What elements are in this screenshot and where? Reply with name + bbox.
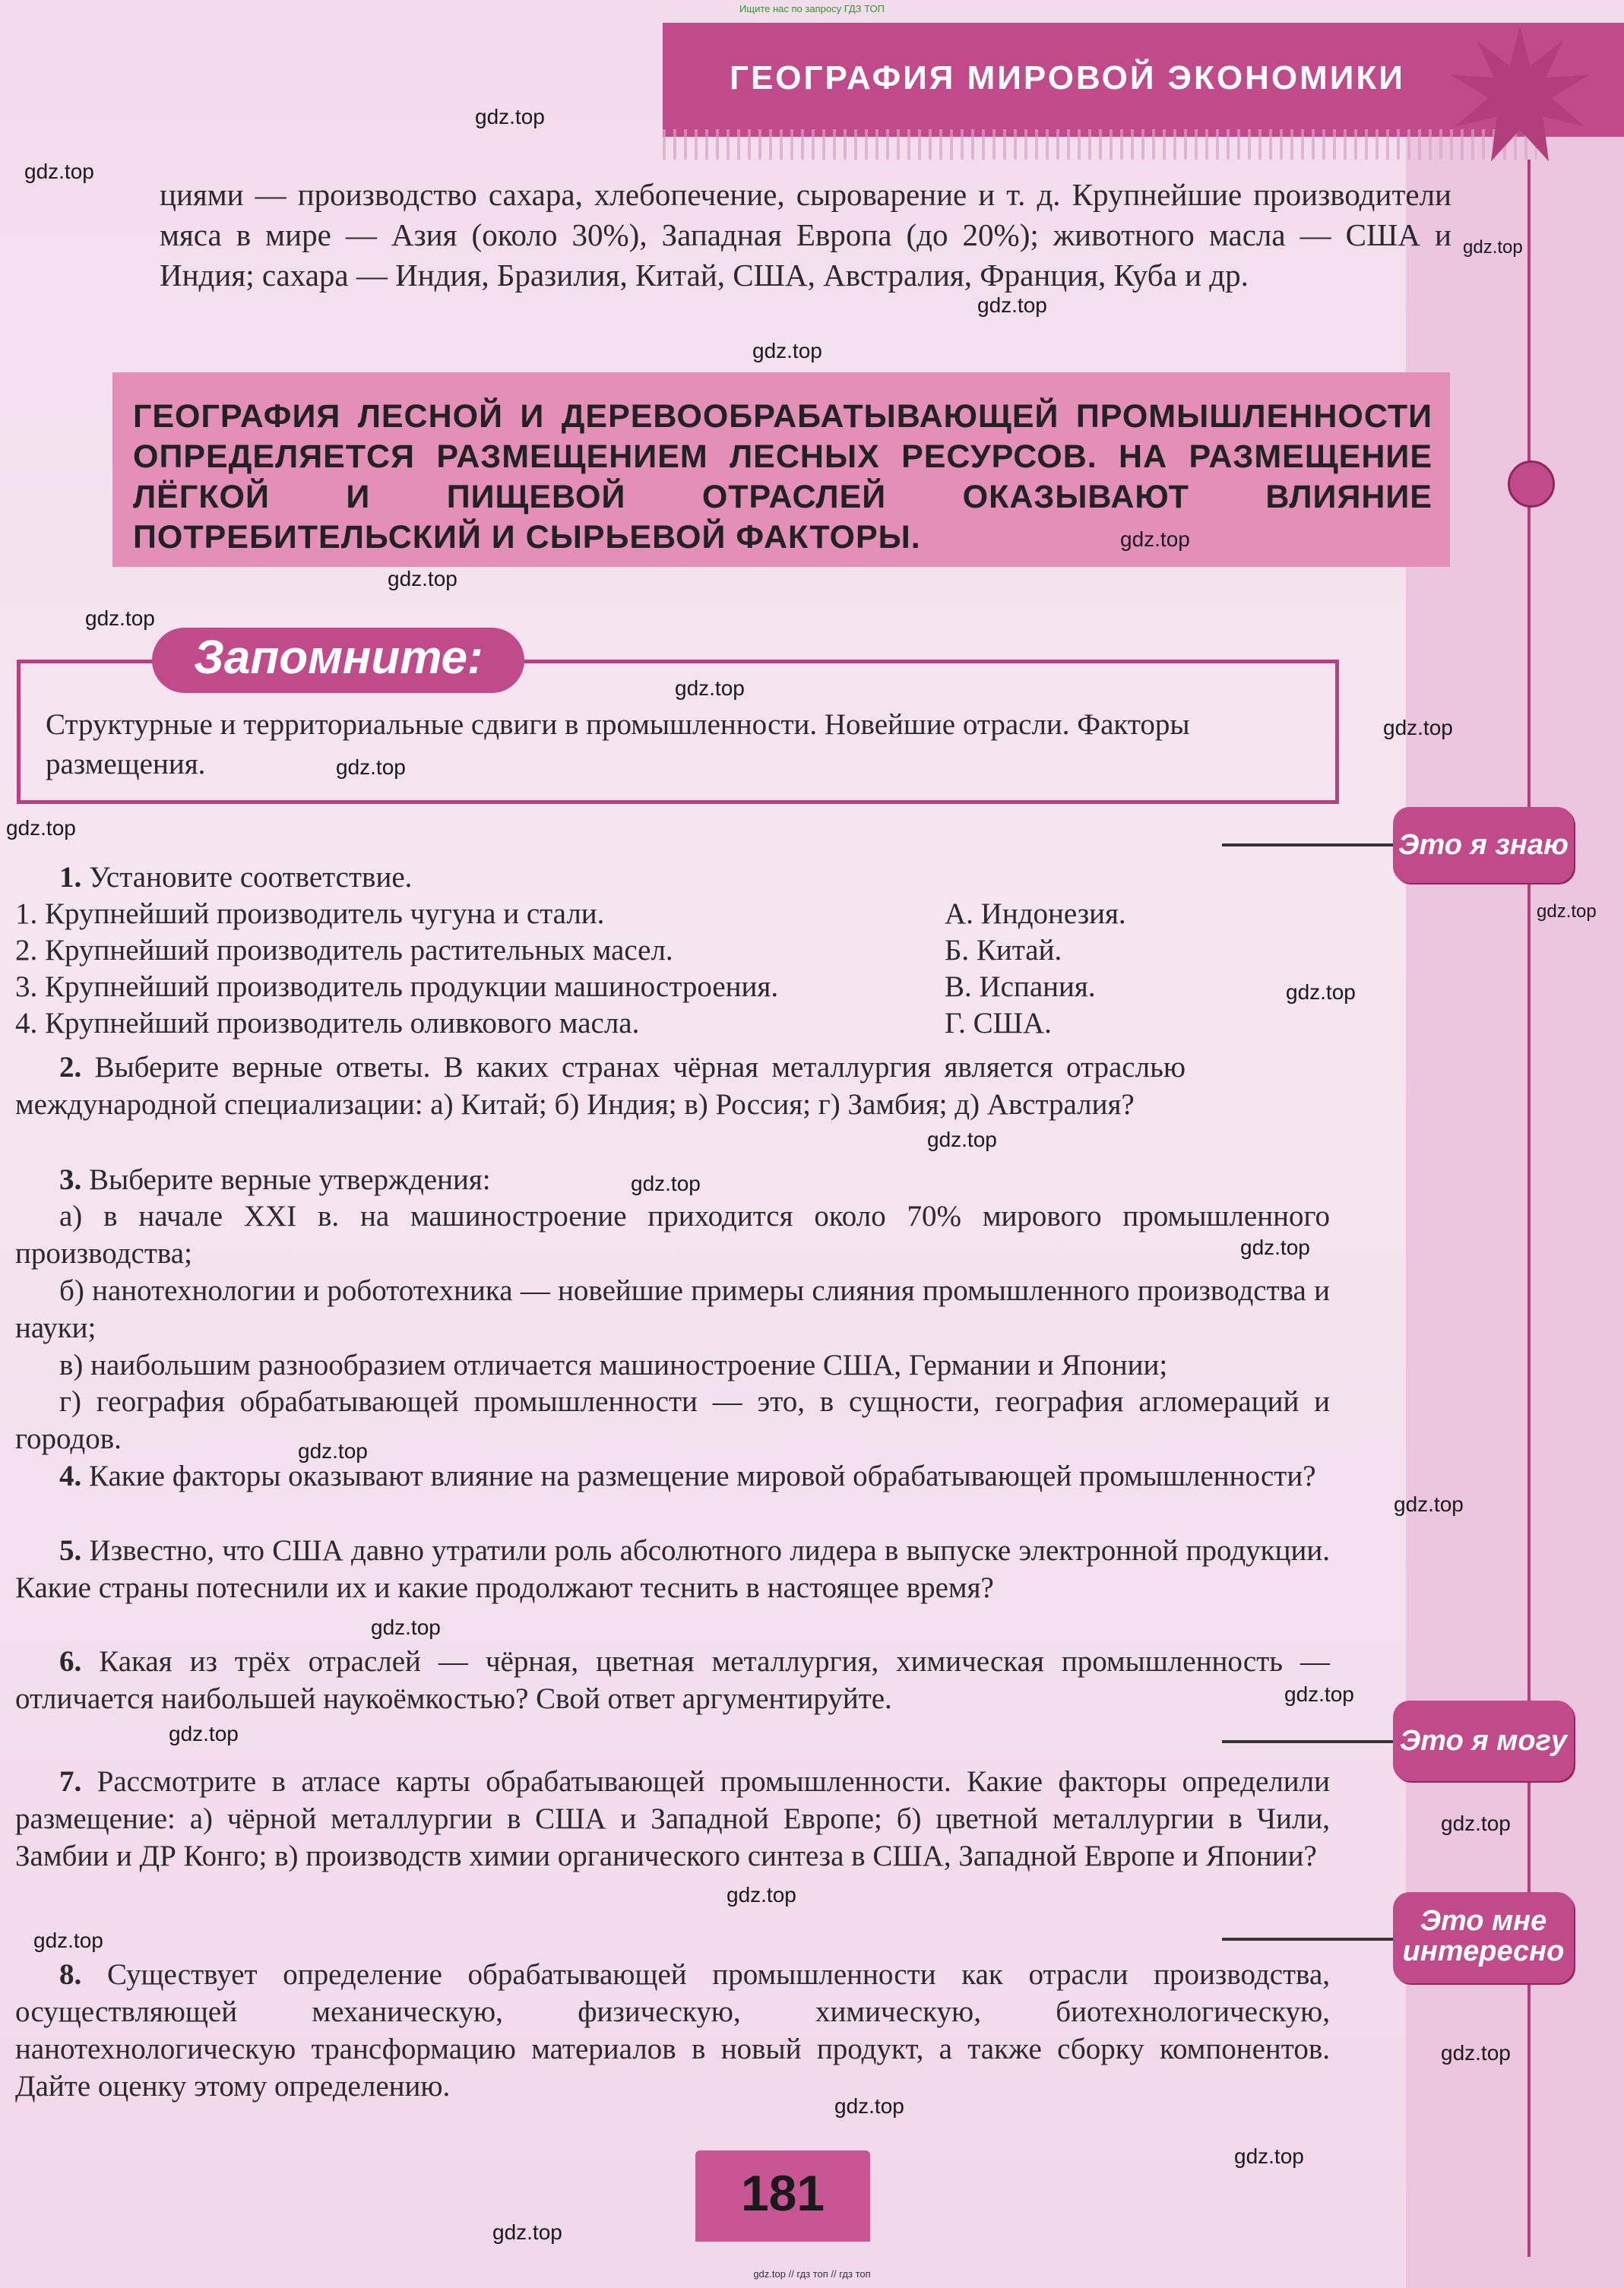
q7 <box>15 1763 1330 1875</box>
watermark: gdz.top <box>1240 1236 1310 1259</box>
tag-interest-line2: интересно <box>1402 1935 1565 1967</box>
watermark: gdz.top <box>675 676 745 700</box>
watermark: gdz.top <box>927 1128 997 1151</box>
watermark: gdz.top <box>631 1172 701 1195</box>
q7-text: Рассмотрите в атласе карты обрабатывающей промышленности. Какие факторы определили размещение: а) чёрной металлургии в США и Западной Европе; б) цветной металлургии в Чили, Замбии и ДР Конго; в) производств химии органического синтеза в США, Западной Европе и Японии? <box>15 1765 1331 1872</box>
watermark: gdz.top <box>336 755 406 779</box>
watermark: gdz.top <box>475 105 545 128</box>
q1-left-1: 1. Крупнейший производитель чугуна и стали. <box>15 897 605 930</box>
q1-title <box>59 859 1374 896</box>
q1-title-text: Установите соответствие. <box>89 861 413 894</box>
watermark: gdz.top <box>371 1616 441 1639</box>
star-icon <box>1448 23 1592 167</box>
q1-left-3: 3. Крупнейший производитель продукции машиностроения. <box>15 970 779 1003</box>
q7-num: 7. <box>59 1765 82 1798</box>
watermark: gdz.top <box>1394 1492 1464 1516</box>
watermark: gdz.top <box>6 816 76 840</box>
q2-text: Выберите верные ответы. В каких странах чёрная металлургия является отраслью международной специализации: а) Китай; б) Индия; в) Россия; г) Замбия; д) Австралия? <box>15 1051 1186 1121</box>
watermark: gdz.top <box>1234 2144 1304 2168</box>
q6-text: Какая из трёх отраслей — чёрная, цветная металлургия, химическая промышленность — отличается наибольшей наукоёмкостью? Свой ответ аргументируйте. <box>15 1645 1331 1715</box>
q1-right-3: В. Испания. <box>945 970 1096 1003</box>
tag-know: Это я знаю <box>1393 807 1574 883</box>
q1-right-1: А. Индонезия. <box>945 897 1126 930</box>
watermark: gdz.top <box>1463 237 1523 258</box>
intro-paragraph: циями — производство сахара, хлебопечение, сыроварение и т. д. Крупнейшие производители мяса в мире — Азия (около 30%), Западная Европа (до 20%); животного масла — США и Индия; сахара — Индия, Бразилия, Китай, США, Австралия, Франция, Куба и др. <box>160 177 1451 293</box>
watermark: gdz.top <box>1284 1682 1354 1706</box>
q6 <box>15 1643 1330 1717</box>
tag-interest-line <box>1222 1938 1393 1941</box>
remember-title: Запомните: <box>194 631 483 684</box>
q1-left-4: 4. Крупнейший производитель оливкового масла. <box>15 1007 640 1040</box>
watermark: gdz.top <box>1120 527 1190 551</box>
q5-num: 5. <box>59 1534 82 1567</box>
q5 <box>15 1532 1330 1606</box>
watermark: gdz.top <box>1286 980 1356 1004</box>
q8 <box>15 1956 1330 2105</box>
q1-num: 1. <box>59 861 82 894</box>
q5-text: Известно, что США давно утратили роль абсолютного лидера в выпуске электронной продукции. Какие страны потеснили их и какие продолжают теснить в настоящее время? <box>15 1534 1330 1604</box>
q2-num: 2. <box>59 1051 82 1084</box>
watermark: gdz.top <box>752 339 822 362</box>
top-search-hint: Ищите нас по запросу ГДЗ ТОП <box>739 3 885 14</box>
summary-text: ГЕОГРАФИЯ ЛЕСНОЙ И ДЕРЕВООБРАБАТЫВАЮЩЕЙ ПРОМЫШЛЕННОСТИ ОПРЕДЕЛЯЕТСЯ РАЗМЕЩЕНИЕМ ЛЕСНЫХ РЕСУРСОВ. НА РАЗМЕЩЕНИЕ ЛЁГКОЙ И ПИЩЕВОЙ ОТРАСЛЕЙ ОКАЗЫВАЮТ ВЛИЯНИЕ ПОТРЕБИТЕЛЬСКИЙ И СЫРЬЕВОЙ ФАКТОРЫ. <box>133 398 1432 555</box>
page-header-title: ГЕОГРАФИЯ МИРОВОЙ ЭКОНОМИКИ <box>730 59 1405 97</box>
watermark: gdz.top <box>85 606 155 630</box>
watermark: gdz.top <box>977 293 1047 317</box>
q3-item-b: б) нанотехнологии и робототехника — новейшие примеры слияния промышленного производства и науки; <box>15 1274 1330 1344</box>
q3-item-d: г) география обрабатывающей промышленности — это, в сущности, география агломераций и городов. <box>15 1385 1330 1455</box>
tag-interest <box>1393 1892 1574 1983</box>
watermark: gdz.top <box>298 1439 368 1463</box>
tag-can: Это я могу <box>1393 1701 1574 1781</box>
remember-text: Структурные и территориальные сдвиги в промышленности. Новейшие отрасли. Факторы размещения. <box>46 708 1190 780</box>
watermark: gdz.top <box>492 2220 562 2244</box>
header-dots <box>663 129 1537 160</box>
tag-know-line <box>1222 843 1393 847</box>
watermark: gdz.top <box>388 567 457 590</box>
watermark: gdz.top <box>834 2094 904 2118</box>
q1-left-2: 2. Крупнейший производитель растительных масел. <box>15 934 673 967</box>
watermark: gdz.top <box>1537 901 1597 922</box>
watermark: gdz.top <box>1383 716 1453 739</box>
q3-title-text: Выберите верные утверждения: <box>89 1163 491 1196</box>
watermark: gdz.top <box>1441 2041 1511 2065</box>
q3-item-a: а) в начале XXI в. на машиностроение приходится около 70% мирового промышленного производства; <box>15 1200 1330 1270</box>
tag-interest-line1: Это мне <box>1420 1905 1547 1937</box>
q4-num: 4. <box>59 1460 82 1492</box>
q1-right-2: Б. Китай. <box>945 934 1062 967</box>
watermark: gdz.top <box>33 1929 103 1952</box>
q4-text: Какие факторы оказывают влияние на размещение мировой обрабатывающей промышленности? <box>89 1460 1316 1492</box>
watermark: gdz.top <box>1441 1812 1511 1835</box>
q8-num: 8. <box>59 1958 82 1991</box>
q4 <box>15 1457 1330 1495</box>
timeline-node <box>1508 460 1555 508</box>
q2 <box>15 1049 1186 1123</box>
tag-can-line <box>1222 1740 1393 1743</box>
q3-num: 3. <box>59 1163 82 1196</box>
q8-text: Существует определение обрабатывающей промышленности как отрасли производства, осуществляющей механическую, физическую, химическую, биотехнологическую, нанотехнологическую трансформацию материалов в новый продукт, а также сборку компонентов. Дайте оценку этому определению. <box>15 1958 1331 2103</box>
watermark: gdz.top <box>24 160 94 183</box>
q6-num: 6. <box>59 1645 82 1678</box>
q1-right-4: Г. США. <box>945 1007 1052 1040</box>
page-number: 181 <box>740 2165 825 2221</box>
q3-item-c: в) наибольшим разнообразием отличается машиностроение США, Германии и Японии; <box>59 1349 1168 1381</box>
bottom-links: gdz.top // гдз топ // гдз топ <box>753 2268 871 2280</box>
q3-title <box>59 1161 1374 1198</box>
watermark: gdz.top <box>727 1883 796 1907</box>
watermark: gdz.top <box>169 1722 239 1745</box>
